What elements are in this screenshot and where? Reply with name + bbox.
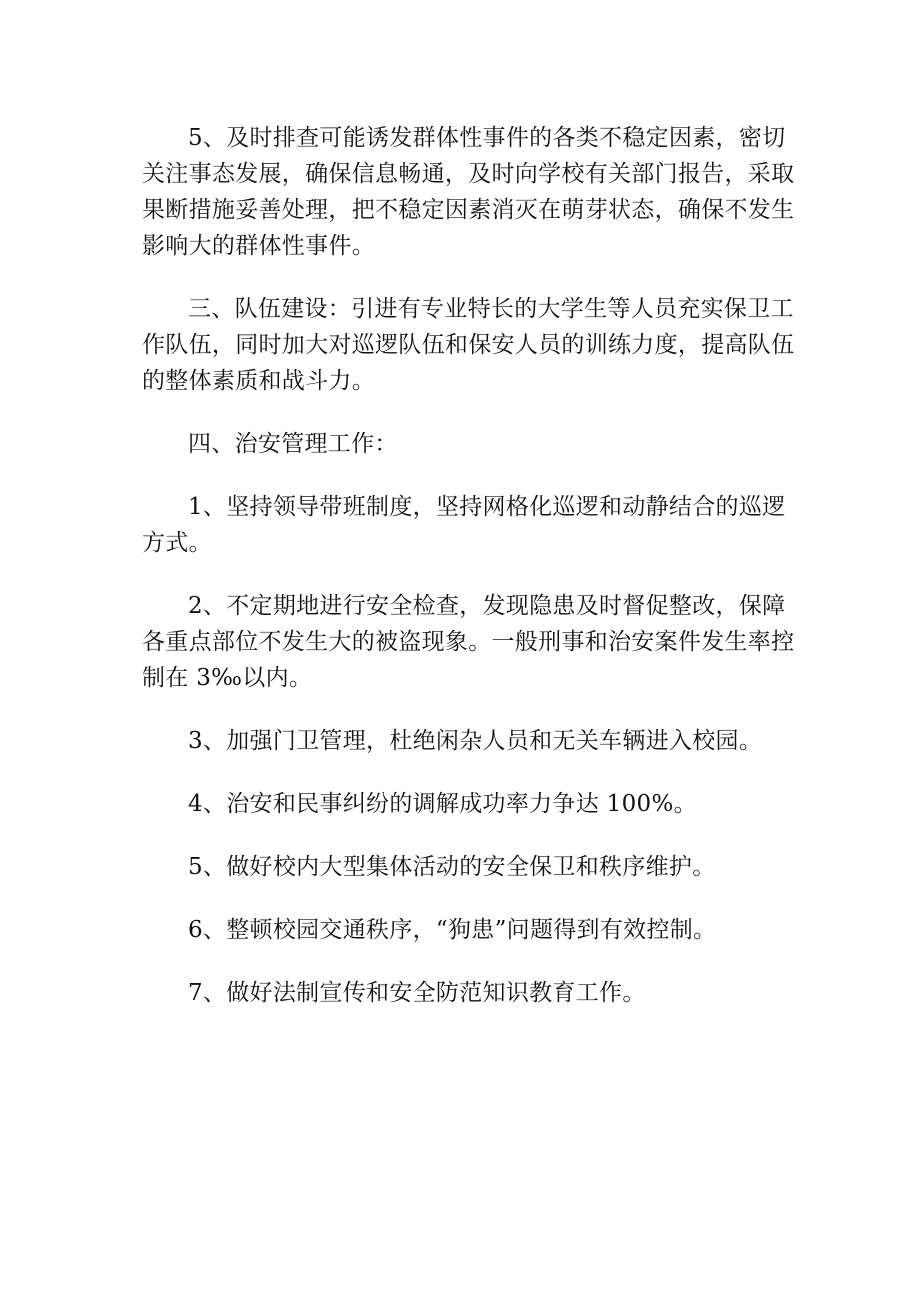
paragraph-spacer — [142, 561, 798, 588]
paragraph-item-1-patrol — [142, 489, 798, 561]
paragraph-line: 1、坚持领导带班制度，坚持网格化巡逻和动静结合的巡逻 — [188, 494, 786, 520]
paragraph-item-5-stability — [142, 120, 798, 264]
paragraph-line: 各重点部位不发生大的被盗现象。一般刑事和治安案件发生率控 — [142, 629, 795, 655]
paragraph-line: 三、队伍建设：引进有专业特长的大学生等人员充实保卫工 — [188, 296, 794, 322]
paragraph-line: 关注事态发展，确保信息畅通，及时向学校有关部门报告，采取 — [142, 161, 795, 187]
paragraph-line: 四、治安管理工作： — [188, 431, 398, 457]
paragraph-spacer — [142, 399, 798, 426]
paragraph-spacer — [142, 696, 798, 723]
paragraph-item-6-traffic — [142, 912, 798, 948]
section-heading-security-management — [142, 426, 798, 462]
paragraph-line: 5、做好校内大型集体活动的安全保卫和秩序维护。 — [188, 854, 716, 880]
paragraph-line: 方式。 — [142, 530, 212, 556]
paragraph-item-5-events — [142, 849, 798, 885]
paragraph-line: 6、整顿校园交通秩序，“狗患”问题得到有效控制。 — [188, 917, 717, 943]
document-body — [142, 120, 798, 1011]
paragraph-item-2-inspection — [142, 588, 798, 696]
paragraph-item-3-gate — [142, 723, 798, 759]
paragraph-line: 的整体素质和战斗力。 — [142, 368, 375, 394]
section-team-building — [142, 291, 798, 399]
paragraph-line: 3、加强门卫管理，杜绝闲杂人员和无关车辆进入校园。 — [188, 728, 763, 754]
paragraph-line: 果断措施妥善处理，把不稳定因素消灭在萌芽状态，确保不发生 — [142, 197, 795, 223]
paragraph-line: 2、不定期地进行安全检查，发现隐患及时督促整改，保障 — [188, 593, 786, 619]
paragraph-line: 影响大的群体性事件。 — [142, 233, 375, 259]
paragraph-spacer — [142, 264, 798, 291]
paragraph-line: 5、及时排查可能诱发群体性事件的各类不稳定因素，密切 — [188, 125, 786, 151]
paragraph-spacer — [142, 759, 798, 786]
paragraph-item-7-education — [142, 975, 798, 1011]
paragraph-line: 4、治安和民事纠纷的调解成功率力争达 100%。 — [188, 791, 697, 817]
paragraph-spacer — [142, 822, 798, 849]
paragraph-line: 制在 3‰以内。 — [142, 665, 313, 691]
paragraph-item-4-mediation — [142, 786, 798, 822]
paragraph-line: 作队伍，同时加大对巡逻队伍和保安人员的训练力度，提高队伍 — [142, 332, 795, 358]
paragraph-spacer — [142, 948, 798, 975]
paragraph-line: 7、做好法制宣传和安全防范知识教育工作。 — [188, 980, 646, 1006]
paragraph-spacer — [142, 462, 798, 489]
paragraph-spacer — [142, 885, 798, 912]
